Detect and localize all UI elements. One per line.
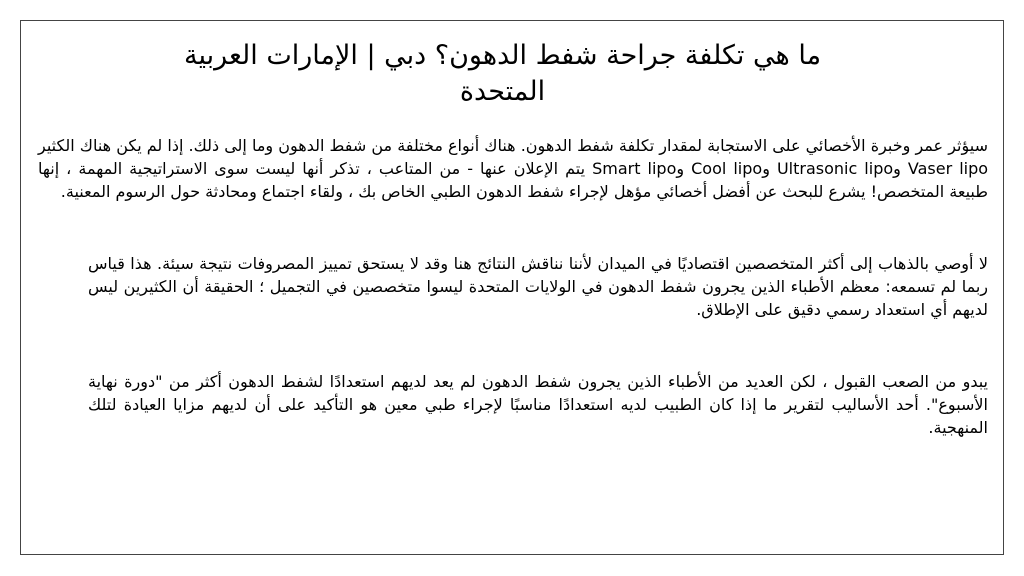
paragraph-cost-factors: سيؤثر عمر وخبرة الأخصائي على الاستجابة لمقدار تكلفة شفط الدهون. هناك أنواع مختلفة من شفط الدهون وما إلى ذلك. إذا لم يكن هناك الكثير Vaser lipo وUltrasonic lipo وCool lipo وSmart lipo يتم الإعلان عنها - من المتاعب ، تذكر أنها ليست سوى الاستراتيجية المهمة ، إنها طبيعة المتخصص! يشرع للبحث عن أفضل أخصائي مؤهل لإجراء شفط الدهون الطبي الخاص بك ، ولقاء اجتماع ومحادثة حول الرسوم المعنية. [38,136,989,201]
paragraph-cheap-specialists: لا أوصي بالذهاب إلى أكثر المتخصصين اقتصاديًا في الميدان لأننا نناقش النتائج هنا وقد لا يستحق تمييز المصروفات نتيجة سيئة. هذا قياس ربما لم تسمعه: معظم الأطباء الذين يجرون شفط الدهون في الولايات المتحدة ليسوا متخصصين في التجميل ؛ الحقيقة أن الكثيرين ليس لديهم أي استعداد رسمي دقيق على الإطلاق. [88,254,988,319]
slide-title: ما هي تكلفة جراحة شفط الدهون؟ دبي | الإمارات العربية المتحدة [183,40,822,107]
paragraph-training: يبدو من الصعب القبول ، لكن العديد من الأطباء الذين يجرون شفط الدهون لم يعد لديهم استعدادًا لشفط الدهون أكثر من "دورة نهاية الأسبوع". أحد الأساليب لتقرير ما إذا كان الطبيب لديه استعدادًا مناسبًا لإجراء طبي معين هو التأكيد على أن لديهم مزايا العيادة لتلك المنهجية. [88,372,988,437]
slide-body [38,134,988,439]
